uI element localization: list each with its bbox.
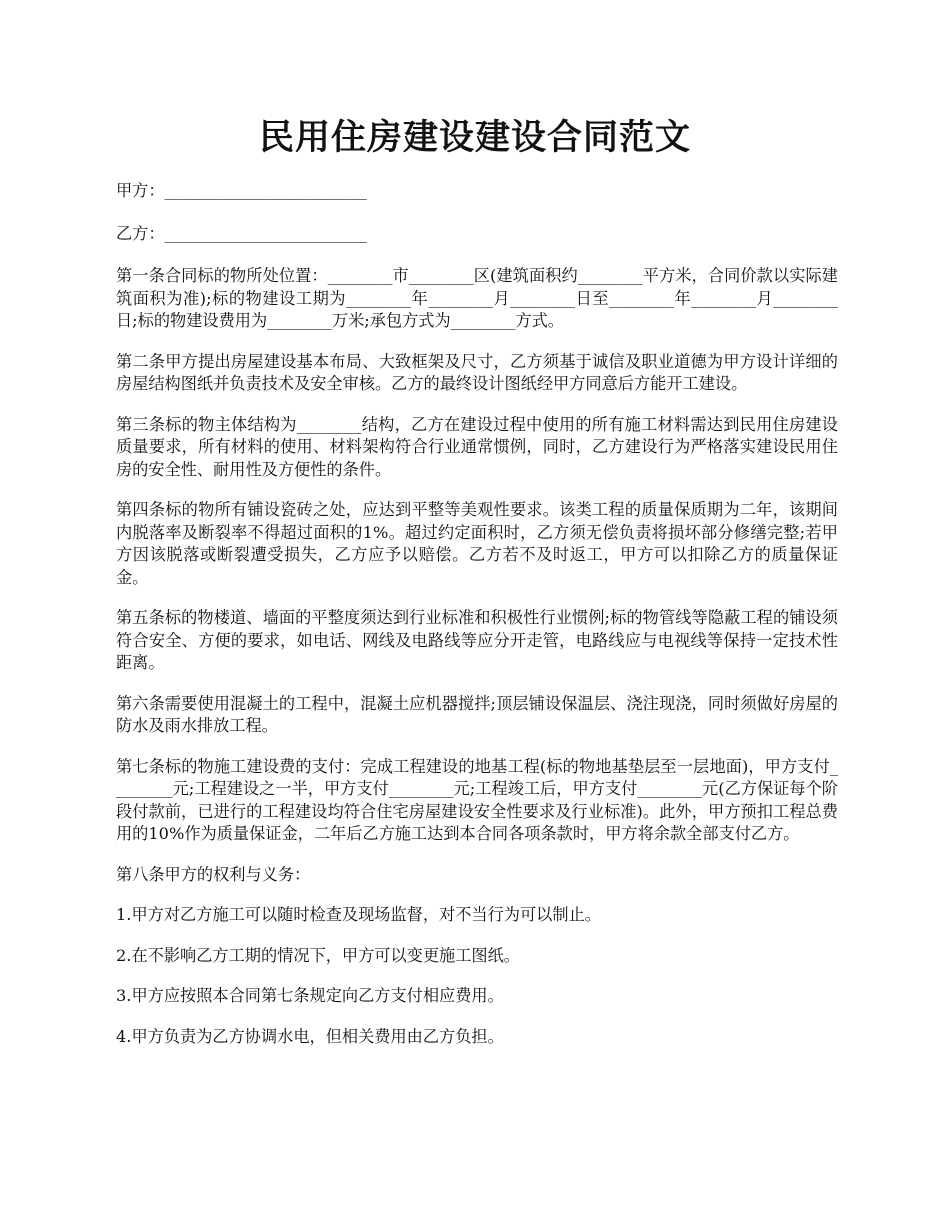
clause-6: 第六条需要使用混凝土的工程中，混凝土应机器搅拌;顶层铺设保温层、浇注现浇，同时须做好房屋的防水及雨水排放工程。 bbox=[116, 693, 838, 735]
clause-4: 第四条标的物所有铺设瓷砖之处，应达到平整等美观性要求。该类工程的质量保质期为二年，该期间内脱落率及断裂率不得超过面积的1%。超过约定面积时，乙方须无偿负责将损坏部分修缮完整;若甲方因该脱落或断裂遭受损失，乙方应予以赔偿。乙方若不及时返工，甲方可以扣除乙方的质量保证金。 bbox=[116, 500, 838, 587]
clause-3: 第三条标的物主体结构为________结构，乙方在建设过程中使用的所有施工材料需达到民用住房建设质量要求，所有材料的使用、材料架构符合行业通常惯例，同时，乙方建设行为严格落实建设民用住房的安全性、耐用性及方便性的条件。 bbox=[116, 414, 838, 479]
clause-8-item-2: 2.在不影响乙方工期的情况下，甲方可以变更施工图纸。 bbox=[116, 945, 520, 965]
clause-8-heading: 第八条甲方的权利与义务： bbox=[116, 864, 311, 884]
party-b-line: 乙方：_________________________ bbox=[116, 223, 367, 243]
clause-7: 第七条标的物施工建设费的支付：完成工程建设的地基工程(标的物地基垫层至一层地面)，甲方支付________元;工程建设之一半，甲方支付________元;工程竣工后，甲方支付________元(乙方保证每个阶段付款前，已进行的工程建设均符合住宅房屋建设安全性要求及行业标准)。此外，甲方预扣工程总费用的10%作为质量保证金，二年后乙方施工达到本合同各项条款时，甲方将余款全部支付乙方。 bbox=[116, 756, 838, 843]
clause-8-item-1: 1.甲方对乙方施工可以随时检查及现场监督，对不当行为可以制止。 bbox=[116, 905, 601, 924]
clause-8-item-4: 4.甲方负责为乙方协调水电，但相关费用由乙方负担。 bbox=[116, 1026, 504, 1046]
clause-5: 第五条标的物楼道、墙面的平整度须达到行业标准和积极性行业惯例;标的物管线等隐蔽工程的铺设须符合安全、方便的要求，如电话、网线及电路线等应分开走管，电路线应与电视线等保持一定技术性距离。 bbox=[116, 608, 838, 672]
document-body bbox=[116, 180, 838, 1066]
clause-8-item-3: 3.甲方应按照本合同第七条规定向乙方支付相应费用。 bbox=[116, 986, 504, 1005]
document-title: 民用住房建设建设合同范文 bbox=[258, 118, 691, 158]
clause-2: 第二条甲方提出房屋建设基本布局、大致框架及尺寸，乙方须基于诚信及职业道德为甲方设计详细的房屋结构图纸并负责技术及安全审核。乙方的最终设计图纸经甲方同意后方能开工建设。 bbox=[116, 351, 838, 393]
clause-1: 第一条合同标的物所处位置：________市________区(建筑面积约________平方米，合同价款以实际建筑面积为准);标的物建设工期为________年________月________日至________年________月________日;标的物建设费用为________万米;承包方式为________方式。 bbox=[116, 266, 838, 330]
party-a-line: 甲方：_________________________ bbox=[116, 181, 367, 200]
